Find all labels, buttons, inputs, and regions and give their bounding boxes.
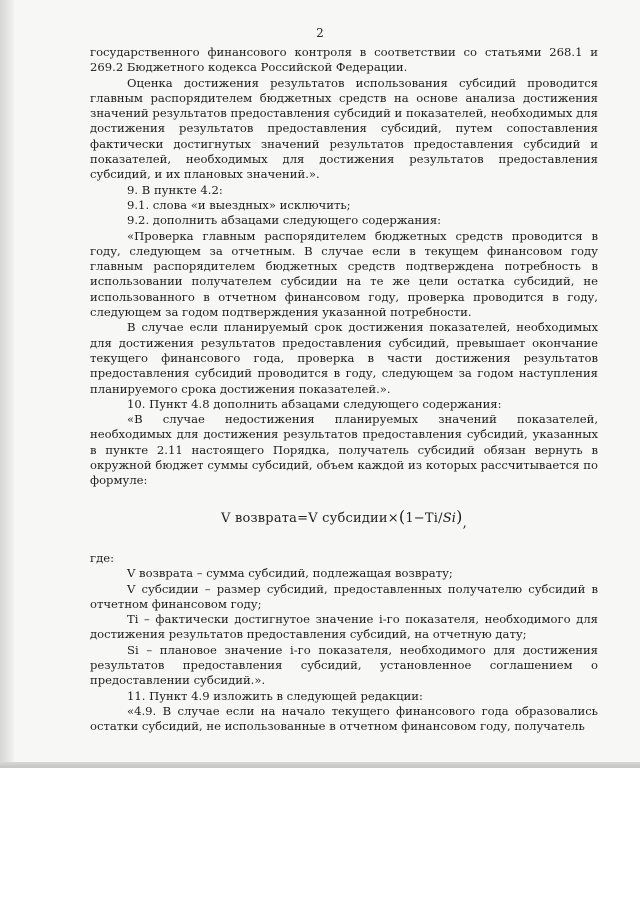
paragraph: государственного финансового контроля в соответствии со статьями 268.1 и 269.2 Бюджетного кодекса Российской Федерации. (90, 45, 598, 75)
page-number: 2 (316, 26, 324, 40)
formula-one-minus: 1−Ti/ (405, 510, 443, 526)
paragraph: «Проверка главным распорядителем бюджетных средств проводится в году, следующем за отчетным. В случае если в текущем финансовом году главным распорядителем бюджетных средств подтверждена потребность в использовании получателем субсидии на те же цели остатка субсидий, не использованного в отчетном финансовом году, проверка проводится в году, следующем за годом подтверждения указанной потребности. (90, 228, 598, 320)
paragraph: 9. В пункте 4.2: (127, 182, 223, 197)
refund-formula (90, 506, 598, 531)
paragraph: «В случае недостижения планируемых значений показателей, необходимых для достижения результатов предоставления субсидий, указанных в пункте 2.11 настоящего Порядка, получатель субсидий обязан вернуть в окружной бюджет суммы субсидий, объем каждой из которых рассчитывается по формуле: (90, 412, 598, 488)
paragraph: 11. Пункт 4.9 изложить в следующей редакции: (127, 688, 423, 703)
definition: Ti – фактически достигнутое значение i-го показателя, необходимого для достижения результатов предоставления субсидий, на отчетную дату; (90, 612, 598, 642)
document-body (90, 45, 598, 734)
paragraph: 9.2. дополнить абзацами следующего содержания: (127, 213, 442, 228)
paragraph: Оценка достижения результатов использования субсидий проводится главным распорядителем бюджетных средств на основе анализа достижения значений результатов предоставления субсидий и показателей, необходимых для достижения результатов предоставления субсидий, путем сопоставления фактически достигнутых значений результатов предоставления субсидий и показателей, необходимых для достижения результатов предоставления субсидий, и их плановых значений.». (90, 75, 598, 182)
formula-close-paren: ) (456, 506, 463, 526)
paragraph: В случае если планируемый срок достижения показателей, необходимых для достижения результатов предоставления субсидий, превышает окончание текущего финансового года, проверка в части достижения результатов предоставления субсидий проводится в году, следующем за годом наступления планируемого срока достижения показателей.». (90, 320, 598, 396)
formula-subsidy: V субсидии (308, 510, 388, 526)
formula-equals: = (297, 510, 309, 526)
definition: V возврата – сумма субсидий, подлежащая возврату; (127, 566, 453, 581)
definition: Si – плановое значение i-го показателя, необходимого для достижения результатов предоставления субсидий, установленное соглашением о предоставлении субсидий.». (90, 642, 598, 688)
formula-open-paren: ( (398, 506, 406, 526)
formula-comma: , (462, 515, 467, 531)
paragraph: 9.1. слова «и выездных» исключить; (127, 197, 351, 212)
formula-lhs: V возврата (221, 510, 298, 526)
scan-bottom-edge (0, 762, 640, 768)
paragraph: «4.9. В случае если на начало текущего финансового года образовались остатки субсидий, не использованные в отчетном финансовом году, получатель (90, 703, 598, 734)
formula-times: × (387, 510, 399, 526)
paragraph: 10. Пункт 4.8 дополнить абзацами следующего содержания: (127, 396, 502, 411)
definition: V субсидии – размер субсидий, предоставленных получателю субсидий в отчетном финансовом году; (90, 581, 598, 611)
formula-si: Si (442, 510, 457, 526)
where-label: где: (90, 550, 114, 565)
scan-left-edge (0, 0, 14, 768)
